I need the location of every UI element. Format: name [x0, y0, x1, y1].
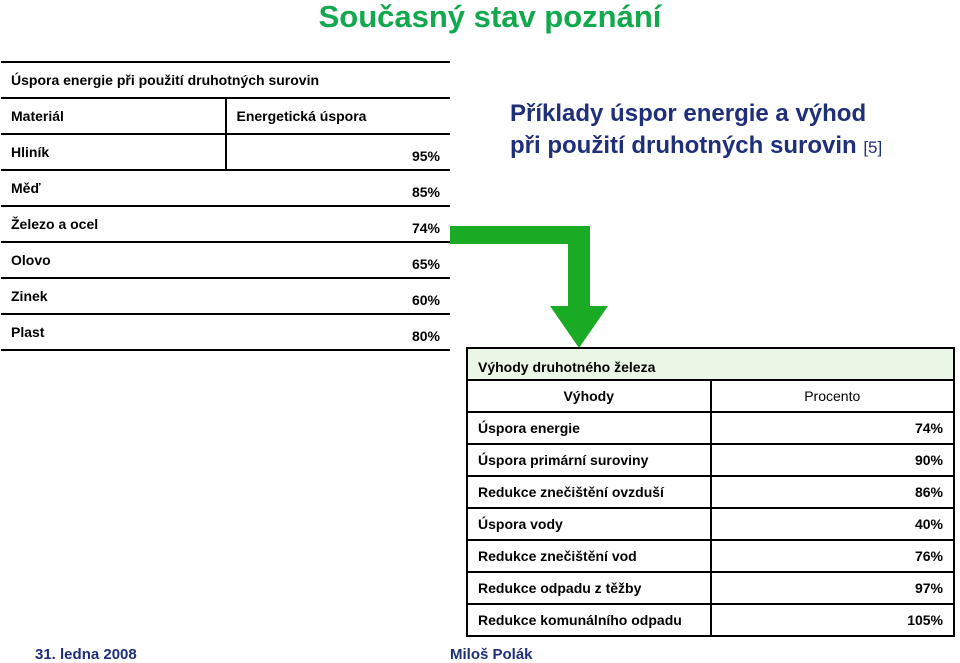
- benefit-name: Redukce odpadu z těžby: [467, 572, 711, 604]
- table-row: [1, 206, 450, 242]
- saving-value: 85%: [226, 170, 451, 206]
- benefit-name: Redukce komunálního odpadu: [467, 604, 711, 636]
- table-row: [1, 134, 450, 170]
- benefit-name: Úspora primární suroviny: [467, 444, 711, 476]
- table-header-row: [467, 380, 954, 412]
- saving-value: 65%: [226, 242, 451, 278]
- benefit-value: 90%: [711, 444, 955, 476]
- heading-line-2: [510, 130, 950, 164]
- benefit-value: 105%: [711, 604, 955, 636]
- table-row: [1, 278, 450, 314]
- material-name: Zinek: [1, 278, 226, 314]
- benefit-value: 86%: [711, 476, 955, 508]
- slide-title: Současný stav poznání: [318, 0, 662, 34]
- table-caption: Úspora energie při použití druhotných surovin: [1, 62, 450, 98]
- benefit-value: 74%: [711, 412, 955, 444]
- saving-value: 60%: [226, 278, 451, 314]
- benefit-value: 97%: [711, 572, 955, 604]
- column-header-percent: Procento: [711, 380, 955, 412]
- table-row: [1, 170, 450, 206]
- benefit-name: Redukce znečištění vod: [467, 540, 711, 572]
- table-row: [1, 314, 450, 350]
- energy-saving-table: [1, 61, 450, 351]
- table-row: [467, 444, 954, 476]
- footer-date: 31. ledna 2008: [35, 646, 137, 663]
- table-row: [467, 572, 954, 604]
- heading-line-2-text: při použití druhotných surovin: [510, 132, 857, 159]
- saving-value: 95%: [226, 134, 451, 170]
- reference-label: [5]: [863, 138, 883, 157]
- iron-benefits-table: [466, 347, 955, 637]
- table-header-row: [1, 98, 450, 134]
- material-name: Železo a ocel: [1, 206, 226, 242]
- arrow-shape: [450, 226, 608, 348]
- saving-value: 80%: [226, 314, 451, 350]
- column-header-saving: Energetická úspora: [226, 98, 451, 134]
- table-row: [1, 242, 450, 278]
- table-row: [467, 604, 954, 636]
- table-caption: Výhody druhotného železa: [467, 348, 954, 380]
- footer-author: Miloš Polák: [450, 646, 533, 663]
- material-name: Hliník: [1, 134, 226, 170]
- table-row: [467, 476, 954, 508]
- benefit-value: 40%: [711, 508, 955, 540]
- examples-heading: [510, 98, 950, 164]
- table-caption-row: [467, 348, 954, 380]
- benefit-name: Úspora vody: [467, 508, 711, 540]
- column-header-benefit: Výhody: [467, 380, 711, 412]
- down-arrow-icon: [450, 222, 610, 350]
- material-name: Plast: [1, 314, 226, 350]
- benefit-name: Úspora energie: [467, 412, 711, 444]
- saving-value: 74%: [226, 206, 451, 242]
- material-name: Olovo: [1, 242, 226, 278]
- column-header-material: Materiál: [1, 98, 226, 134]
- table-row: [467, 508, 954, 540]
- heading-line-1: Příklady úspor energie a výhod: [510, 100, 867, 127]
- benefit-name: Redukce znečištění ovzduší: [467, 476, 711, 508]
- material-name: Měď: [1, 170, 226, 206]
- benefit-value: 76%: [711, 540, 955, 572]
- table-caption-row: [1, 62, 450, 98]
- table-row: [467, 412, 954, 444]
- table-row: [467, 540, 954, 572]
